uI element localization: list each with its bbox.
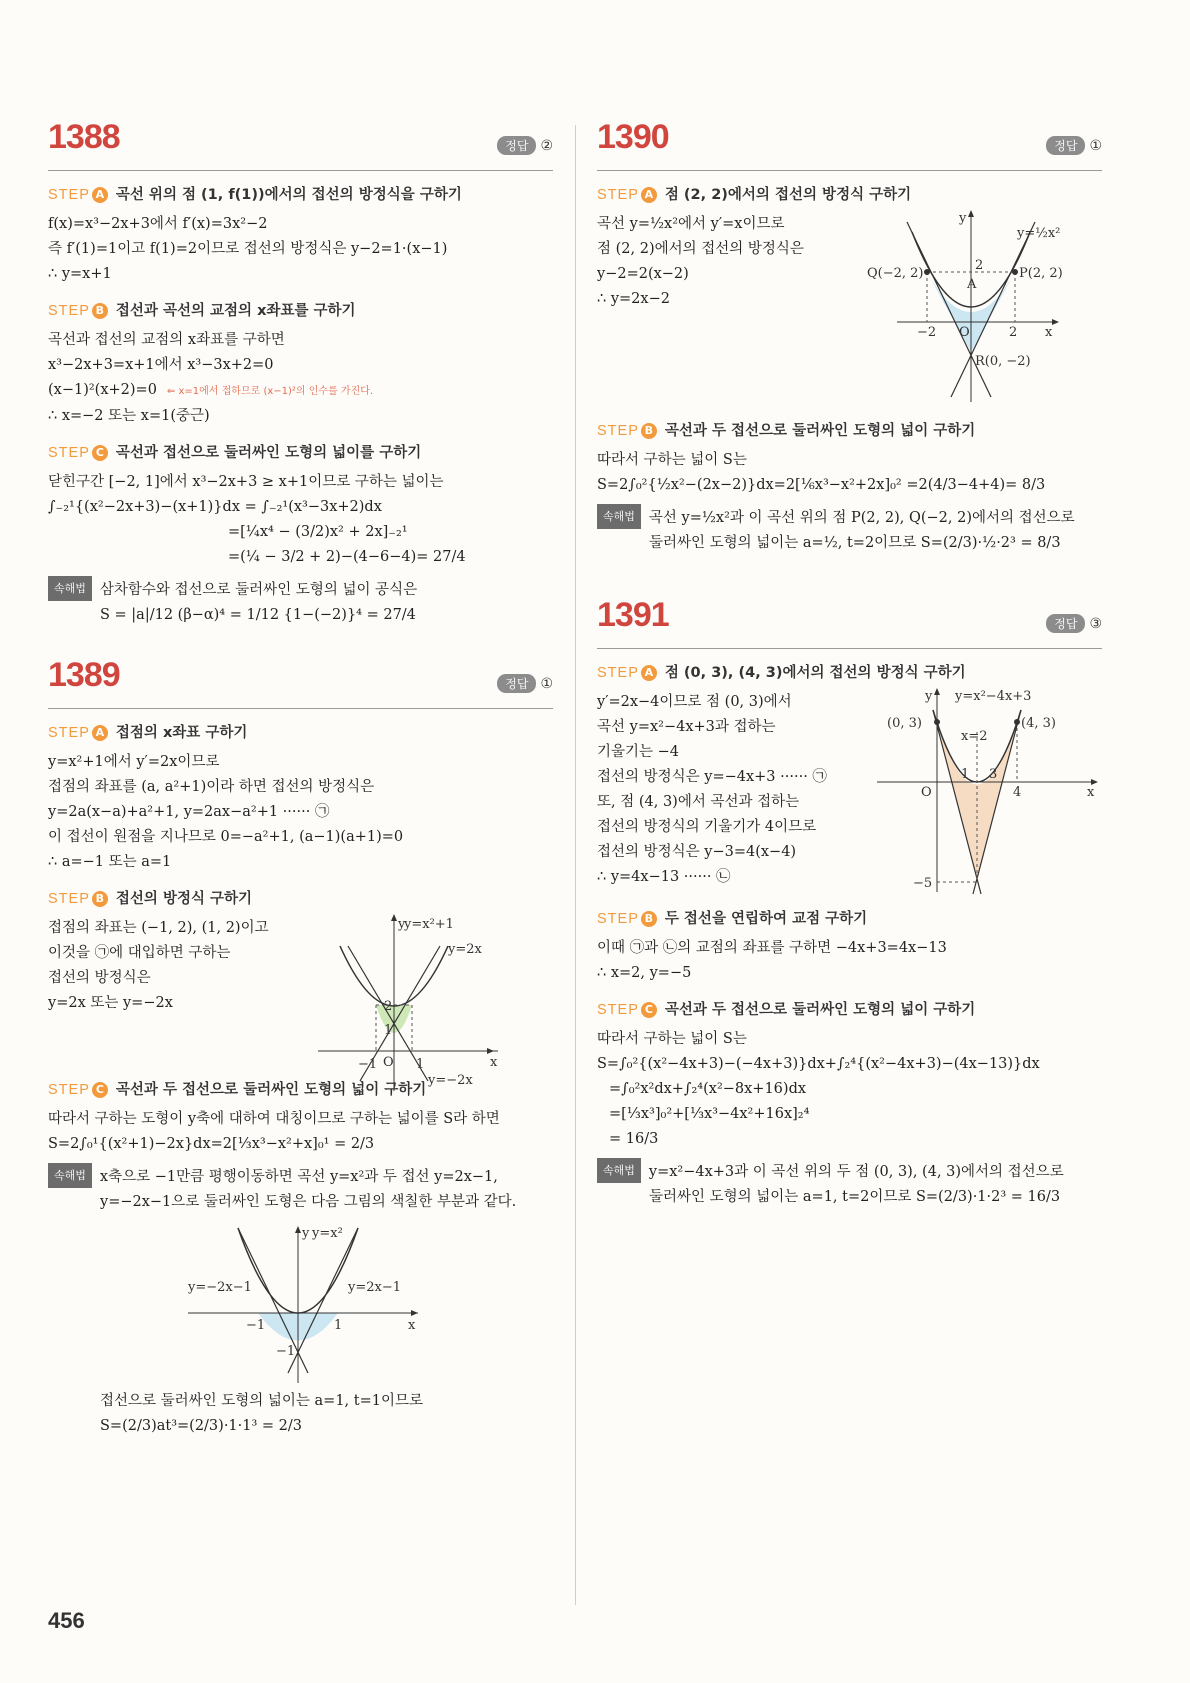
problem-1389 (48, 656, 553, 1439)
tick-label: 1 (334, 1318, 343, 1333)
tick-label: 1 (384, 1023, 393, 1038)
text-line: y=2a(x−a)+a²+1, y=2ax−a²+1 ······ ㉠ (48, 804, 330, 820)
curve-label: y=x² (312, 1226, 343, 1241)
step-b-heading: STEP B 곡선과 두 접선으로 둘러싸인 도형의 넓이 구하기 (597, 423, 976, 439)
right-column (597, 118, 1102, 1210)
text-line: S=2∫₀²{½x²−(2x−2)}dx=2[⅙x³−x²+2x]₀² =2(4/3−4+4)= 8/3 (597, 477, 1046, 493)
problem-header (597, 596, 1102, 649)
text-line: 곡선과 접선의 교점의 x좌표를 구하면 (48, 332, 285, 348)
text-line: 이 접선이 원점을 지나므로 0=−a²+1, (a−1)(a+1)=0 (48, 829, 404, 845)
point-label: P(2, 2) (1019, 266, 1063, 281)
page-number: 456 (48, 1608, 85, 1633)
text-line: 접점의 좌표를 (a, a²+1)이라 하면 접선의 방정식은 (48, 779, 375, 795)
problem-1390 (597, 118, 1102, 556)
axis-label-x: x (1045, 325, 1053, 340)
text-line: S=∫₀²{(x²−4x+3)−(−4x+3)}dx+∫₂⁴{(x²−4x+3)−(4x−13)}dx (597, 1056, 1040, 1072)
axis-label-y: y (398, 917, 406, 932)
answer (1046, 614, 1102, 633)
tick-label: −2 (917, 325, 937, 340)
axis-label-x: x (408, 1318, 416, 1333)
text-line: (x−1)²(x+2)=0 ⇐ x=1에서 접하므로 (x−1)²의 인수를 가진다. (48, 382, 374, 398)
answer (497, 136, 553, 155)
axis-label-y: y (302, 1226, 310, 1241)
text-line: ∴ y=4x−13 ······ ㉡ (597, 869, 731, 885)
text-line: 접선의 방정식은 (48, 970, 151, 986)
tangent-label: y=2x−1 (348, 1280, 402, 1295)
answer-value: ① (1089, 138, 1102, 154)
figure-1391 (877, 682, 1102, 897)
answer-badge: 정답 (497, 674, 536, 693)
problem-number: 1390 (597, 118, 669, 156)
tick-label: 3 (989, 767, 998, 782)
text-line: y=x²+1에서 y′=2x이므로 (48, 754, 220, 770)
tick-label: −1 (358, 1057, 378, 1072)
problem-header (48, 656, 553, 709)
text-line: 기울기는 −4 (597, 744, 680, 760)
origin-label: O (921, 785, 932, 800)
answer-value: ① (540, 676, 553, 692)
text-line: 즉 f′(1)=1이고 f(1)=2이므로 접선의 방정식은 y−2=1·(x−1) (48, 241, 448, 257)
figure-1390 (867, 202, 1102, 407)
text-line: y=2x 또는 y=−2x (48, 995, 173, 1011)
step-b-body (48, 916, 553, 1088)
tick-label: 2 (1009, 325, 1018, 340)
region-label: A (967, 277, 977, 292)
axis-label-y: y (959, 211, 967, 226)
quick-badge: 속해법 (597, 1158, 641, 1183)
problem-number: 1388 (48, 118, 120, 156)
text-line: y′=2x−4이므로 점 (0, 3)에서 (597, 694, 792, 710)
column-divider (575, 125, 576, 1605)
text-line: 이것을 ㉠에 대입하면 구하는 (48, 945, 231, 961)
point-label: (4, 3) (1021, 716, 1056, 731)
quick-badge: 속해법 (48, 1163, 92, 1188)
figure-1389 (318, 906, 518, 1091)
tick-label: −1 (276, 1344, 296, 1359)
text-line: =∫₀²x²dx+∫₂⁴(x²−8x+16)dx (609, 1081, 807, 1097)
step-a-heading: STEP A 점 (0, 3), (4, 3)에서의 접선의 방정식 구하기 (597, 665, 966, 681)
text-line: 점 (2, 2)에서의 접선의 방정식은 (597, 241, 804, 257)
answer-value: ② (540, 138, 553, 154)
answer (1046, 136, 1102, 155)
text-line: =(¼ − 3/2 + 2)−(4−6−4)= 27/4 (228, 549, 466, 565)
step-a-heading: STEP A 점 (2, 2)에서의 접선의 방정식 구하기 (597, 187, 912, 203)
quick-solution: 속해법 y=x²−4x+3과 이 곡선 위의 두 점 (0, 3), (4, 3)에서의 접선으로 둘러싸인 도형의 넓이는 a=1, t=2이므로 S=(2/3)·1·2³ = 16/3 (597, 1158, 1102, 1210)
text-line: 따라서 구하는 도형이 y축에 대하여 대칭이므로 구하는 넓이를 S라 하면 (48, 1111, 500, 1127)
answer-value: ③ (1089, 616, 1102, 632)
problem-header (48, 118, 553, 171)
origin-label: O (383, 1055, 394, 1070)
text-line: 접선의 방정식의 기울기가 4이므로 (597, 819, 817, 835)
text-line: ∴ x=2, y=−5 (597, 965, 692, 981)
axis-label-x: x (1087, 785, 1095, 800)
text-line: ∴ x=−2 또는 x=1(중근) (48, 408, 210, 424)
step-a-body (597, 212, 1102, 407)
tick-label: −5 (913, 876, 933, 891)
text-line: 곡선 y=x²−4x+3과 접하는 (597, 719, 776, 735)
problem-1388 (48, 118, 553, 628)
step-c-heading: STEP C 곡선과 두 접선으로 둘러싸인 도형의 넓이 구하기 (48, 1082, 427, 1098)
text-line: S=2∫₀¹{(x²+1)−2x}dx=2[⅓x³−x²+x]₀¹ = 2/3 (48, 1136, 375, 1152)
text-line: 따라서 구하는 넓이 S는 (597, 1031, 747, 1047)
answer-badge: 정답 (1046, 136, 1085, 155)
text-line: 이때 ㉠과 ㉡의 교점의 좌표를 구하면 −4x+3=4x−13 (597, 940, 947, 956)
axis-label-x: x (490, 1055, 498, 1070)
final-answer (48, 1389, 553, 1439)
text-line: ∴ y=x+1 (48, 266, 112, 282)
problem-header (597, 118, 1102, 171)
curve-label: y=x²+1 (404, 917, 454, 932)
answer (497, 674, 553, 693)
text-line: 또, 점 (4, 3)에서 곡선과 접하는 (597, 794, 800, 810)
problem-number: 1391 (597, 596, 669, 634)
quick-solution: 속해법 삼차함수와 접선으로 둘러싸인 도형의 넓이 공식은 S = |a|/12 (β−α)⁴ = 1/12 {1−(−2)}⁴ = 27/4 (48, 576, 553, 628)
text-line: y−2=2(x−2) (597, 266, 689, 282)
text-line: x³−2x+3=x+1에서 x³−3x+2=0 (48, 357, 274, 373)
quick-solution: 속해법 곡선 y=½x²과 이 곡선 위의 점 P(2, 2), Q(−2, 2)에서의 접선으로 둘러싸인 도형의 넓이는 a=½, t=2이므로 S=(2/3)·½·2³ = 8/3 (597, 504, 1102, 556)
text-line: 접점의 좌표는 (−1, 2), (1, 2)이고 (48, 920, 269, 936)
quick-solution: 속해법 x축으로 −1만큼 평행이동하면 곡선 y=x²과 두 접선 y=2x−1, y=−2x−1으로 둘러싸인 도형은 다음 그림의 색칠한 부분과 같다. (48, 1163, 553, 1215)
step-c-heading: STEP C 곡선과 접선으로 둘러싸인 도형의 넓이를 구하기 (48, 445, 422, 461)
step-a-body (597, 690, 1102, 895)
origin-label: O (959, 325, 970, 340)
text-line: = 16/3 (609, 1131, 659, 1147)
left-column (48, 118, 553, 1439)
step-b-heading: STEP B 접선의 방정식 구하기 (48, 891, 253, 907)
tick-label: 2 (975, 258, 984, 273)
text-line: ∴ y=2x−2 (597, 291, 670, 307)
answer-badge: 정답 (497, 136, 536, 155)
text-line: 접선의 방정식은 y=−4x+3 ······ ㉠ (597, 769, 827, 785)
point-label: R(0, −2) (975, 354, 1031, 369)
step-b-heading: STEP B 접선과 곡선의 교점의 x좌표를 구하기 (48, 303, 356, 319)
point-label: (0, 3) (887, 716, 922, 731)
point-label: Q(−2, 2) (867, 266, 924, 281)
problem-1391 (597, 596, 1102, 1210)
tangent-label: y=−2x−1 (188, 1280, 252, 1295)
tick-label: 1 (416, 1057, 425, 1072)
text-line: S=(2/3)at³=(2/3)·1·1³ = 2/3 (100, 1418, 303, 1434)
side-note: ⇐ x=1에서 접하므로 (x−1)²의 인수를 가진다. (166, 386, 374, 397)
text-line: 접선의 방정식은 y−3=4(x−4) (597, 844, 797, 860)
curve-label: y=x²−4x+3 (955, 689, 1032, 704)
tick-label: 2 (384, 999, 393, 1014)
tick-label: 4 (1013, 785, 1022, 800)
quick-badge: 속해법 (597, 504, 641, 529)
quick-badge: 속해법 (48, 576, 92, 601)
text-line: 따라서 구하는 넓이 S는 (597, 452, 747, 468)
step-a-heading: STEP A 접점의 x좌표 구하기 (48, 725, 248, 741)
text-line: 곡선 y=½x²에서 y′=x이므로 (597, 216, 785, 232)
text-line: 닫힌구간 [−2, 1]에서 x³−2x+3 ≥ x+1이므로 구하는 넓이는 (48, 474, 444, 490)
text-line: f(x)=x³−2x+3에서 f′(x)=3x²−2 (48, 216, 268, 232)
curve-label: y=½x² (1017, 226, 1061, 241)
tick-label: −1 (246, 1318, 266, 1333)
figure-1389-shifted (188, 1223, 553, 1383)
answer-badge: 정답 (1046, 614, 1085, 633)
tangent-label: y=−2x (428, 1073, 473, 1088)
step-b-heading: STEP B 두 접선을 연립하여 교점 구하기 (597, 911, 868, 927)
tangent-line (907, 222, 991, 397)
text-line: ∫₋₂¹{(x²−2x+3)−(x+1)}dx = ∫₋₂¹(x³−3x+2)dx (48, 499, 382, 515)
step-c-heading: STEP C 곡선과 두 접선으로 둘러싸인 도형의 넓이 구하기 (597, 1002, 976, 1018)
text-line: 접선으로 둘러싸인 도형의 넓이는 a=1, t=1이므로 (100, 1393, 423, 1409)
step-a-heading: STEP A 곡선 위의 점 (1, f(1))에서의 접선의 방정식을 구하기 (48, 187, 462, 203)
text-line: =[⅓x³]₀²+[⅓x³−4x²+16x]₂⁴ (609, 1106, 810, 1122)
text-line: =[¼x⁴ − (3/2)x² + 2x]₋₂¹ (228, 524, 408, 540)
tangent-line (951, 222, 1035, 397)
guide-label: x=2 (961, 729, 988, 744)
tangent-label: y=2x (448, 942, 482, 957)
problem-number: 1389 (48, 656, 120, 694)
text-line: ∴ a=−1 또는 a=1 (48, 854, 172, 870)
axis-label-y: y (925, 689, 933, 704)
tick-label: 1 (961, 767, 970, 782)
